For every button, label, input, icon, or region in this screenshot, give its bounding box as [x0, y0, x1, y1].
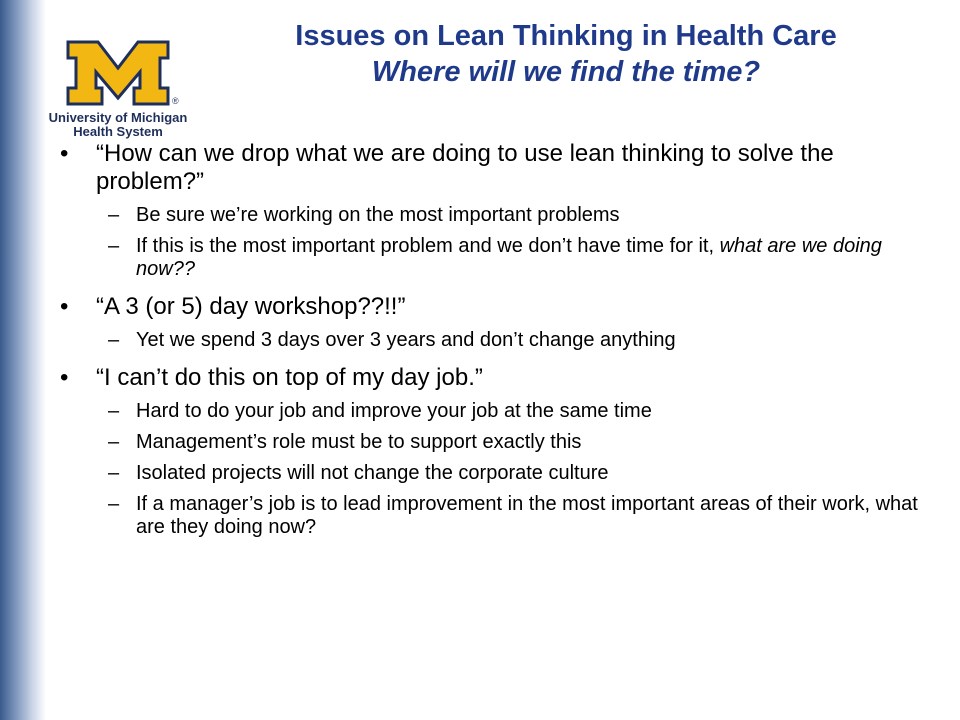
bullet-marker: •	[60, 293, 69, 320]
bullet-text: “How can we drop what we are doing to use lean thinking to solve the problem?”	[96, 140, 834, 195]
sub-bullet-item	[58, 235, 938, 281]
dash-marker: –	[108, 329, 120, 351]
dash-marker: –	[108, 400, 120, 422]
sub-bullet-item	[58, 493, 938, 539]
dash-marker: –	[108, 462, 120, 484]
sub-bullet-text: Isolated projects will not change the corporate culture	[136, 462, 609, 484]
sub-bullet-item	[58, 462, 938, 485]
sub-bullet-text: If this is the most important problem and we don’t have time for it,	[136, 235, 720, 257]
logo-health-system-text: Health System	[73, 124, 163, 139]
university-logo	[44, 38, 192, 138]
title-line-2: Where will we find the time?	[371, 56, 761, 88]
sub-bullet-item	[58, 204, 938, 227]
bullet-marker: •	[60, 140, 69, 167]
sub-bullet-text: If a manager’s job is to lead improvement in the most important areas of their work, what are they doing now?	[136, 493, 918, 538]
title-line-1: Issues on Lean Thinking in Health Care	[295, 20, 837, 52]
dash-marker: –	[108, 431, 120, 453]
registered-mark: ®	[172, 96, 179, 106]
sub-bullet-text: Hard to do your job and improve your job at the same time	[136, 400, 652, 422]
bullet-item	[58, 140, 938, 196]
bullet-text: “A 3 (or 5) day workshop??!!”	[96, 293, 406, 320]
slide-content	[58, 140, 938, 539]
sub-bullet-item	[58, 431, 938, 454]
left-gradient-band	[0, 0, 46, 720]
bullet-item	[58, 364, 938, 392]
sub-bullet-item	[58, 400, 938, 423]
block-m-icon	[64, 38, 172, 108]
sub-bullet-item	[58, 329, 938, 352]
bullet-text: “I can’t do this on top of my day job.”	[96, 364, 483, 391]
bullet-marker: •	[60, 364, 69, 391]
dash-marker: –	[108, 493, 120, 515]
sub-bullet-text: Be sure we’re working on the most important problems	[136, 204, 620, 226]
dash-marker: –	[108, 235, 120, 257]
sub-bullet-italic-text: what are we doing now??	[136, 235, 882, 280]
logo-university-text: University of Michigan	[48, 110, 188, 125]
slide-title	[196, 18, 936, 90]
bullet-item	[58, 293, 938, 321]
sub-bullet-text: Yet we spend 3 days over 3 years and don’t change anything	[136, 329, 676, 351]
sub-bullet-text: Management’s role must be to support exactly this	[136, 431, 582, 453]
dash-marker: –	[108, 204, 120, 226]
